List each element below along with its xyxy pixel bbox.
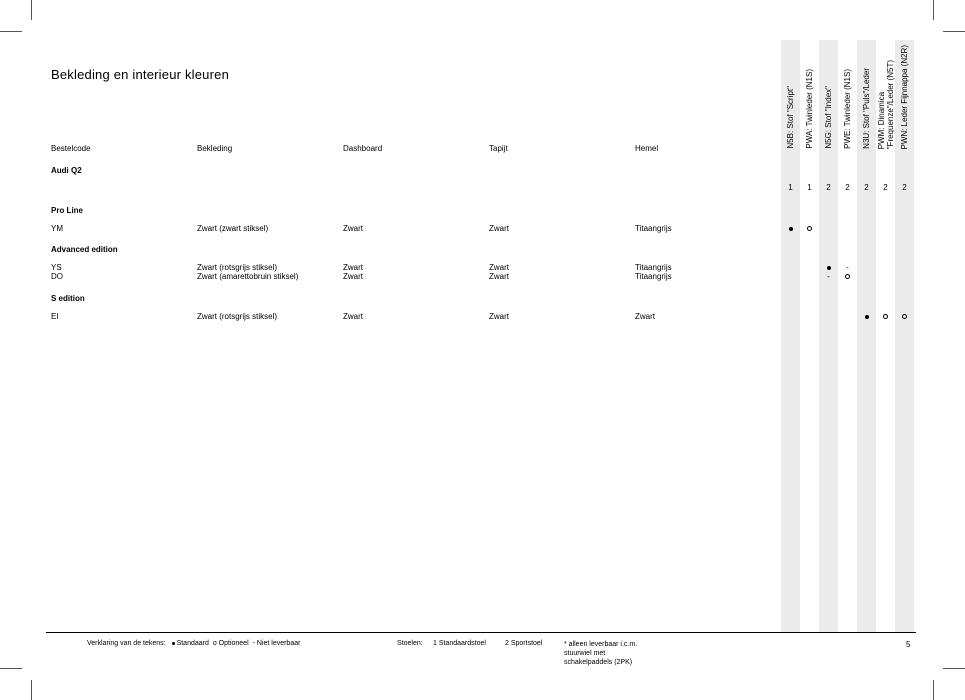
option-column-header — [895, 45, 914, 149]
optional-circle-icon — [895, 312, 914, 321]
crop-mark — [0, 31, 22, 32]
crop-mark — [31, 0, 32, 20]
option-column-label: PWM: Dinamica "Frequenze"/Leder (N5T) — [876, 59, 895, 149]
table-cell-code: YM — [51, 224, 63, 233]
table-cell-dashboard: Zwart — [343, 263, 363, 272]
legend — [87, 640, 300, 647]
page-title: Bekleding en interieur kleuren — [51, 67, 229, 82]
model-label: Audi Q2 — [51, 166, 82, 175]
footer-divider — [46, 632, 916, 633]
crop-mark — [31, 680, 32, 700]
not-available-mark: - — [846, 263, 849, 272]
optional-circle-icon — [876, 312, 895, 321]
crop-mark — [0, 668, 22, 669]
table-cell-dashboard: Zwart — [343, 312, 363, 321]
option-column-header — [800, 69, 819, 149]
standard-dot-icon — [857, 312, 876, 321]
seat-code: 1 — [788, 183, 793, 192]
standard-dot-icon — [781, 224, 800, 233]
seat-code: 2 — [845, 183, 850, 192]
section-title: S edition — [51, 294, 85, 303]
optional-circle-icon — [838, 272, 857, 281]
table-cell-code: YS — [51, 263, 62, 272]
option-column-label: PWA: Twinleder (N1S) — [805, 69, 814, 149]
header-dashboard: Dashboard — [343, 144, 383, 153]
crop-mark — [933, 680, 934, 700]
seat-standard: 1 Standaardstoel — [433, 640, 486, 647]
table-cell-hemel: Titaangrijs — [635, 224, 672, 233]
table-cell-hemel: Titaangrijs — [635, 272, 672, 281]
table-cell-bekleding: Zwart (amarettobruin stiksel) — [197, 272, 299, 281]
option-column-header — [781, 86, 800, 149]
seat-sport: 2 Sportstoel — [505, 640, 543, 647]
section-title: Pro Line — [51, 206, 84, 215]
table-cell-hemel: Zwart — [635, 312, 655, 321]
section-title: Advanced edition — [51, 245, 118, 254]
legend-prefix: Verklaring van de tekens: — [87, 640, 166, 647]
table-cell-code: EI — [51, 312, 59, 321]
header-bestelcode: Bestelcode — [51, 144, 91, 153]
legend-standard: Standaard — [176, 640, 209, 647]
table-cell-bekleding: Zwart (rotsgrijs stiksel) — [197, 263, 278, 272]
table-cell-bekleding: Zwart (rotsgrijs stiksel) — [197, 312, 278, 321]
standard-dot-icon — [172, 642, 175, 645]
table-cell-dashboard: Zwart — [343, 272, 363, 281]
option-column-label: N3U: Stof "Puls"/Leder — [862, 68, 871, 149]
legend-not-available: - Niet leverbaar — [252, 640, 301, 647]
crop-mark — [933, 0, 934, 20]
standard-dot-icon — [819, 263, 838, 272]
option-column-label: PWE: Twinleder (N1S) — [843, 69, 852, 149]
table-cell-tapijt: Zwart — [489, 312, 509, 321]
seats-label: Stoelen: — [397, 640, 423, 647]
table-cell-tapijt: Zwart — [489, 272, 509, 281]
option-column-header — [857, 68, 876, 149]
option-column-label: N5B: Stof "Script" — [786, 86, 795, 149]
crop-mark — [943, 668, 965, 669]
option-column-header — [819, 86, 838, 149]
table-cell-bekleding: Zwart (zwart stiksel) — [197, 224, 269, 233]
header-tapijt: Tapijt — [489, 144, 508, 153]
seat-code: 2 — [902, 183, 907, 192]
crop-mark — [943, 31, 965, 32]
page-number: 5 — [906, 640, 911, 649]
seat-code: 2 — [883, 183, 888, 192]
option-column-header — [876, 60, 895, 149]
seat-code: 2 — [826, 183, 831, 192]
legend-optional: o Optioneel — [212, 640, 249, 647]
table-cell-tapijt: Zwart — [489, 263, 509, 272]
seat-code: 1 — [807, 183, 812, 192]
footnote: * alleen leverbaar i.c.m. stuurwiel met schakelpaddels (2PK) — [564, 641, 638, 666]
header-bekleding: Bekleding — [197, 144, 233, 153]
option-column-header — [838, 69, 857, 149]
not-available-mark: - — [827, 272, 830, 281]
table-cell-hemel: Titaangrijs — [635, 263, 672, 272]
table-cell-tapijt: Zwart — [489, 224, 509, 233]
optional-circle-icon — [800, 224, 819, 233]
table-cell-dashboard: Zwart — [343, 224, 363, 233]
option-column-label: N5G: Stof "Index" — [824, 86, 833, 149]
header-hemel: Hemel — [635, 144, 659, 153]
seat-code: 2 — [864, 183, 869, 192]
table-cell-code: DO — [51, 272, 63, 281]
option-column-label: PWN: Leder Fijnnappa (N2R) — [900, 44, 909, 149]
